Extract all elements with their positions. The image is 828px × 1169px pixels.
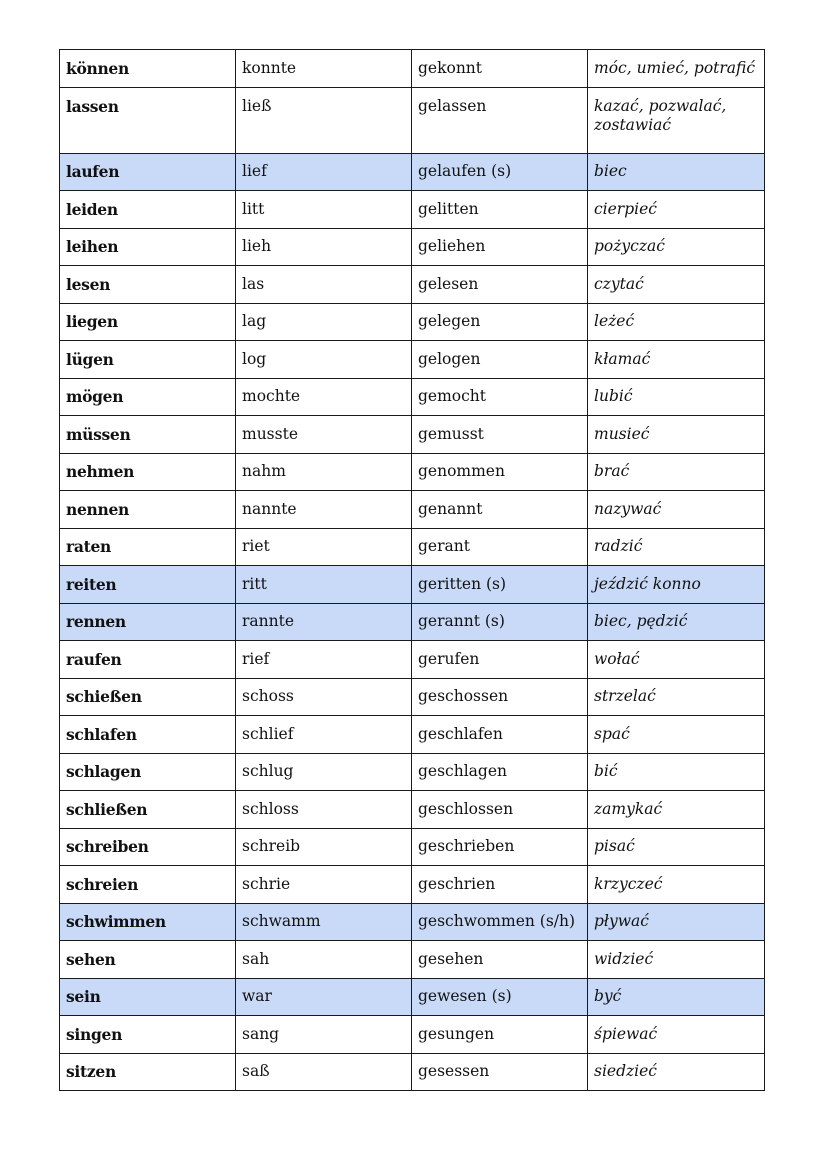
infinitive-cell: rennen <box>60 603 236 641</box>
table-row <box>60 453 765 491</box>
polish-translation-cell: być <box>588 978 765 1016</box>
table-row <box>60 941 765 979</box>
table-row <box>60 528 765 566</box>
table-row <box>60 228 765 266</box>
praeteritum-cell: schreib <box>236 828 412 866</box>
verbs-table-body <box>60 50 765 1091</box>
partizip-cell: gekonnt <box>412 50 588 88</box>
praeteritum-cell: sang <box>236 1016 412 1054</box>
partizip-cell: gesehen <box>412 941 588 979</box>
partizip-cell: gemusst <box>412 416 588 454</box>
infinitive-cell: sehen <box>60 941 236 979</box>
infinitive-cell: mögen <box>60 378 236 416</box>
partizip-cell: genommen <box>412 453 588 491</box>
table-row <box>60 641 765 679</box>
praeteritum-cell: riet <box>236 528 412 566</box>
praeteritum-cell: log <box>236 341 412 379</box>
polish-translation-cell: biec <box>588 153 765 191</box>
partizip-cell: geschossen <box>412 678 588 716</box>
partizip-cell: gelassen <box>412 87 588 153</box>
praeteritum-cell: schlief <box>236 716 412 754</box>
partizip-cell: gelaufen (s) <box>412 153 588 191</box>
infinitive-cell: liegen <box>60 303 236 341</box>
polish-translation-cell: siedzieć <box>588 1053 765 1091</box>
partizip-cell: geschlafen <box>412 716 588 754</box>
partizip-cell: gelegen <box>412 303 588 341</box>
table-row <box>60 378 765 416</box>
infinitive-cell: leihen <box>60 228 236 266</box>
polish-translation-cell: śpiewać <box>588 1016 765 1054</box>
infinitive-cell: nehmen <box>60 453 236 491</box>
infinitive-cell: singen <box>60 1016 236 1054</box>
praeteritum-cell: rannte <box>236 603 412 641</box>
praeteritum-cell: schrie <box>236 866 412 904</box>
polish-translation-cell: pływać <box>588 903 765 941</box>
praeteritum-cell: lief <box>236 153 412 191</box>
polish-translation-cell: strzelać <box>588 678 765 716</box>
infinitive-cell: sitzen <box>60 1053 236 1091</box>
infinitive-cell: schreien <box>60 866 236 904</box>
praeteritum-cell: war <box>236 978 412 1016</box>
table-row <box>60 153 765 191</box>
polish-translation-cell: czytać <box>588 266 765 304</box>
praeteritum-cell: sah <box>236 941 412 979</box>
partizip-cell: geritten (s) <box>412 566 588 604</box>
polish-translation-cell: kazać, pozwalać, zostawiać <box>588 87 765 153</box>
praeteritum-cell: lieh <box>236 228 412 266</box>
partizip-cell: gerufen <box>412 641 588 679</box>
infinitive-cell: raufen <box>60 641 236 679</box>
partizip-cell: geschlagen <box>412 753 588 791</box>
infinitive-cell: lügen <box>60 341 236 379</box>
polish-translation-cell: móc, umieć, potrafić <box>588 50 765 88</box>
table-row <box>60 753 765 791</box>
table-row <box>60 87 765 153</box>
table-row <box>60 603 765 641</box>
polish-translation-cell: bić <box>588 753 765 791</box>
infinitive-cell: schlagen <box>60 753 236 791</box>
praeteritum-cell: musste <box>236 416 412 454</box>
table-row <box>60 266 765 304</box>
infinitive-cell: schwimmen <box>60 903 236 941</box>
polish-translation-cell: radzić <box>588 528 765 566</box>
praeteritum-cell: lag <box>236 303 412 341</box>
praeteritum-cell: schlug <box>236 753 412 791</box>
partizip-cell: geschrieben <box>412 828 588 866</box>
table-row <box>60 716 765 754</box>
infinitive-cell: raten <box>60 528 236 566</box>
polish-translation-cell: spać <box>588 716 765 754</box>
praeteritum-cell: mochte <box>236 378 412 416</box>
partizip-cell: gerant <box>412 528 588 566</box>
infinitive-cell: müssen <box>60 416 236 454</box>
polish-translation-cell: pisać <box>588 828 765 866</box>
praeteritum-cell: konnte <box>236 50 412 88</box>
table-row <box>60 416 765 454</box>
table-row <box>60 1016 765 1054</box>
praeteritum-cell: schwamm <box>236 903 412 941</box>
table-row <box>60 191 765 229</box>
partizip-cell: genannt <box>412 491 588 529</box>
polish-translation-cell: wołać <box>588 641 765 679</box>
partizip-cell: gelitten <box>412 191 588 229</box>
infinitive-cell: schreiben <box>60 828 236 866</box>
polish-translation-cell: brać <box>588 453 765 491</box>
infinitive-cell: laufen <box>60 153 236 191</box>
partizip-cell: gesessen <box>412 1053 588 1091</box>
infinitive-cell: reiten <box>60 566 236 604</box>
praeteritum-cell: litt <box>236 191 412 229</box>
table-row <box>60 903 765 941</box>
praeteritum-cell: saß <box>236 1053 412 1091</box>
infinitive-cell: schlafen <box>60 716 236 754</box>
table-row <box>60 566 765 604</box>
infinitive-cell: nennen <box>60 491 236 529</box>
polish-translation-cell: widzieć <box>588 941 765 979</box>
polish-translation-cell: lubić <box>588 378 765 416</box>
partizip-cell: geschrien <box>412 866 588 904</box>
partizip-cell: geschwommen (s/h) <box>412 903 588 941</box>
partizip-cell: gesungen <box>412 1016 588 1054</box>
infinitive-cell: lassen <box>60 87 236 153</box>
polish-translation-cell: pożyczać <box>588 228 765 266</box>
praeteritum-cell: schoss <box>236 678 412 716</box>
infinitive-cell: können <box>60 50 236 88</box>
praeteritum-cell: nannte <box>236 491 412 529</box>
table-row <box>60 50 765 88</box>
table-row <box>60 828 765 866</box>
praeteritum-cell: ließ <box>236 87 412 153</box>
polish-translation-cell: cierpieć <box>588 191 765 229</box>
praeteritum-cell: nahm <box>236 453 412 491</box>
infinitive-cell: schließen <box>60 791 236 829</box>
table-row <box>60 866 765 904</box>
infinitive-cell: lesen <box>60 266 236 304</box>
partizip-cell: gelesen <box>412 266 588 304</box>
table-row <box>60 303 765 341</box>
table-row <box>60 978 765 1016</box>
polish-translation-cell: leżeć <box>588 303 765 341</box>
partizip-cell: geschlossen <box>412 791 588 829</box>
polish-translation-cell: krzyczeć <box>588 866 765 904</box>
polish-translation-cell: jeździć konno <box>588 566 765 604</box>
polish-translation-cell: musieć <box>588 416 765 454</box>
praeteritum-cell: las <box>236 266 412 304</box>
polish-translation-cell: kłamać <box>588 341 765 379</box>
praeteritum-cell: schloss <box>236 791 412 829</box>
infinitive-cell: leiden <box>60 191 236 229</box>
polish-translation-cell: nazywać <box>588 491 765 529</box>
table-row <box>60 791 765 829</box>
praeteritum-cell: ritt <box>236 566 412 604</box>
praeteritum-cell: rief <box>236 641 412 679</box>
infinitive-cell: sein <box>60 978 236 1016</box>
polish-translation-cell: zamykać <box>588 791 765 829</box>
partizip-cell: gemocht <box>412 378 588 416</box>
partizip-cell: gelogen <box>412 341 588 379</box>
table-row <box>60 491 765 529</box>
infinitive-cell: schießen <box>60 678 236 716</box>
irregular-verbs-table <box>59 49 765 1091</box>
partizip-cell: gewesen (s) <box>412 978 588 1016</box>
table-row <box>60 1053 765 1091</box>
partizip-cell: geliehen <box>412 228 588 266</box>
table-row <box>60 341 765 379</box>
table-row <box>60 678 765 716</box>
partizip-cell: gerannt (s) <box>412 603 588 641</box>
polish-translation-cell: biec, pędzić <box>588 603 765 641</box>
